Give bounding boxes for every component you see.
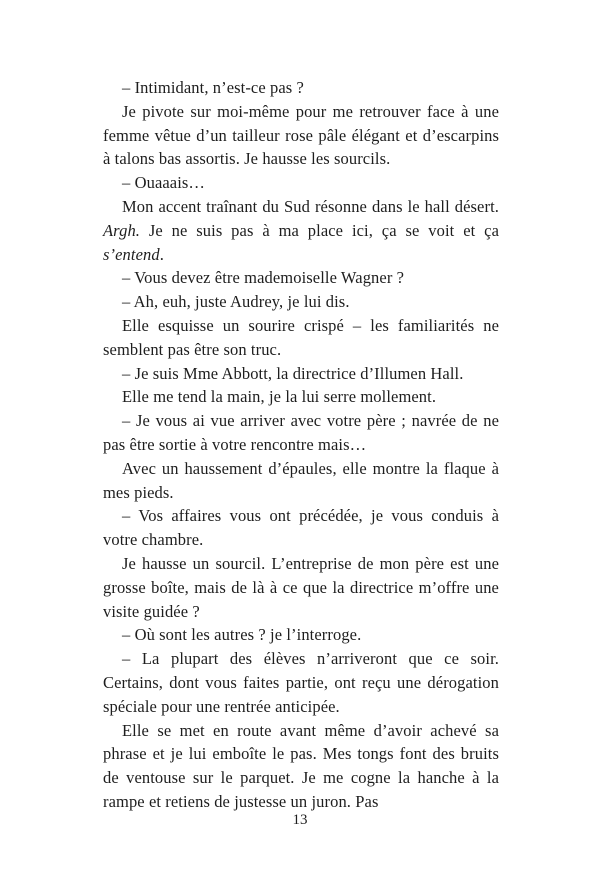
- text-segment: Elle esquisse un sourire crispé – les familiarités ne semblent pas être son truc.: [103, 315, 499, 359]
- text-segment: Mon accent traînant du Sud résonne dans le hall désert.: [122, 196, 499, 216]
- paragraph: [103, 409, 499, 457]
- italic-text: Argh.: [103, 220, 141, 240]
- text-segment: – Où sont les autres ? je l’interroge.: [122, 625, 362, 645]
- paragraph: [103, 290, 499, 314]
- text-segment: Je hausse un sourcil. L’entreprise de mon père est une grosse boîte, mais de là à ce que la directrice m’offre une visite guidée ?: [103, 553, 499, 621]
- paragraph: [103, 362, 499, 386]
- text-segment: – Ouaaais…: [122, 173, 206, 193]
- paragraph: [103, 266, 499, 290]
- text-segment: Elle se met en route avant même d’avoir achevé sa phrase et je lui emboîte le pas. Mes tongs font des bruits de ventouse sur le parquet. Je me cogne la hanche à la rampe et retiens de justesse un juron. Pas: [103, 720, 499, 811]
- paragraph: [103, 552, 499, 623]
- text-segment: Avec un haussement d’épaules, elle montre la flaque à mes pieds.: [103, 458, 499, 502]
- text-segment: – Je vous ai vue arriver avec votre père ; navrée de ne pas être sortie à votre rencontre mais…: [103, 411, 499, 454]
- text-segment: Je ne suis pas à ma place ici, ça se voit et ça: [140, 220, 499, 240]
- text-segment: – Intimidant, n’est-ce pas ?: [122, 78, 304, 97]
- italic-text: s’entend: [103, 244, 160, 264]
- paragraph: [103, 457, 499, 505]
- text-segment: – La plupart des élèves n’arriveront que ce soir. Certains, dont vous faites partie, ont reçu une dérogation spéciale pour une rentrée anticipée.: [103, 649, 499, 716]
- paragraph: [103, 76, 499, 100]
- paragraph: [103, 623, 499, 647]
- text-segment: – Ah, euh, juste Audrey, je lui dis.: [122, 292, 350, 312]
- paragraph: [103, 171, 499, 195]
- text-segment: Je pivote sur moi-même pour me retrouver face à une femme vêtue d’un tailleur rose pâle élégant et d’escarpins à talons bas assortis. Je hausse les sourcils.: [103, 101, 499, 169]
- paragraph: [103, 504, 499, 552]
- text-segment: Elle me tend la main, je la lui serre mollement.: [122, 387, 437, 407]
- text-segment: – Vos affaires vous ont précédée, je vous conduis à votre chambre.: [103, 506, 499, 550]
- paragraph: [103, 195, 499, 266]
- paragraph: [103, 385, 499, 409]
- paragraph: [103, 100, 499, 171]
- paragraph: [103, 647, 499, 718]
- text-segment: – Je suis Mme Abbott, la directrice d’Illumen Hall.: [122, 363, 464, 383]
- page-text: [103, 76, 499, 814]
- paragraph: [103, 719, 499, 814]
- paragraph: [103, 314, 499, 362]
- page-number: 13: [292, 812, 308, 828]
- text-segment: .: [159, 244, 164, 264]
- text-segment: – Vous devez être mademoiselle Wagner ?: [122, 268, 405, 288]
